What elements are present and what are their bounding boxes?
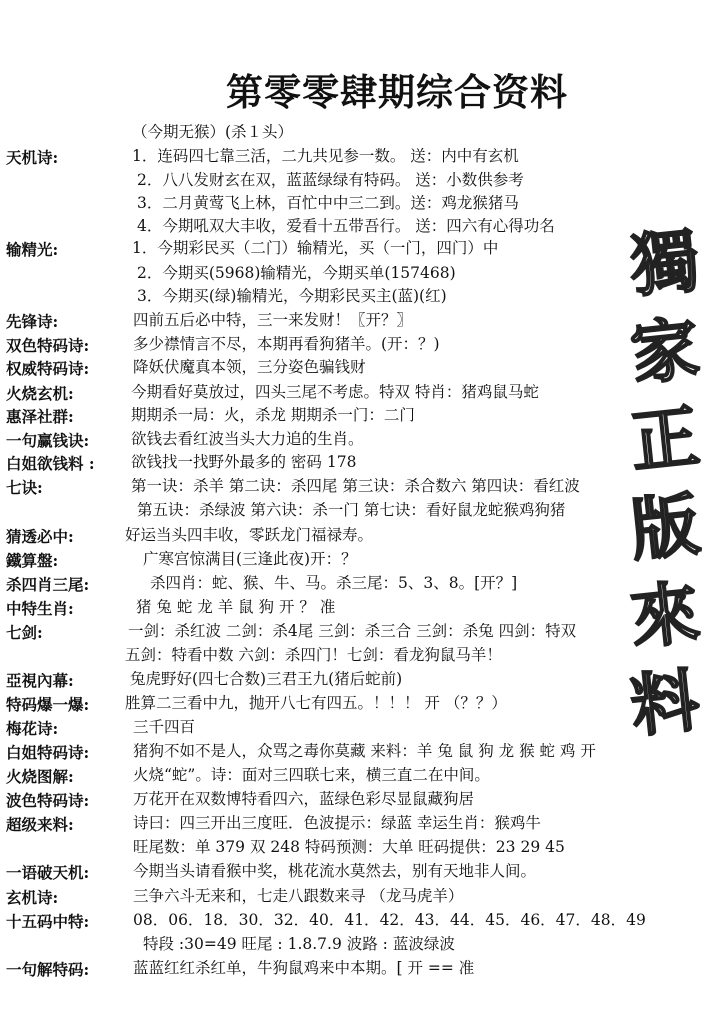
- row-text: 3．今期买(绿)输精光，今期彩民买主(蓝)(红): [137, 287, 447, 305]
- row-label: 十五码中特:: [6, 912, 90, 931]
- row-text: 今期看好莫放过，四头三尾不考虑。特双 特肖：猪鸡鼠马蛇: [131, 383, 539, 401]
- row-text: 2．今期买(5968)输精光，今期买单(157468): [137, 264, 456, 282]
- row-label: 惠泽社群:: [6, 407, 74, 426]
- row-label: 特码爆一爆:: [6, 695, 90, 714]
- row-label: 超级来料:: [6, 815, 74, 834]
- row-text: 2．八八发财玄在双，蓝蓝绿绿有特码。 送：小数供参考: [137, 171, 524, 189]
- stamp-char: 料: [626, 660, 703, 748]
- row-text: 好运当头四丰收，零跃龙门福禄寿。: [125, 526, 374, 544]
- row-label: 输精光:: [6, 240, 59, 259]
- row-text: 第五诀：杀绿波 第六诀：杀一门 第七诀：看好鼠龙蛇猴鸡狗猪: [137, 501, 566, 519]
- row-label: 七剑:: [6, 623, 43, 642]
- row-text: 万花开在双数博特看四六，蓝绿色彩尽显鼠藏狗居: [133, 790, 475, 808]
- row-text: 第一诀：杀羊 第二诀：杀四尾 第三诀：杀合数六 第四诀：看红波: [131, 477, 580, 495]
- row-text: 猪狗不如不是人，众骂之毒你莫藏 来料：羊 兔 鼠 狗 龙 猴 蛇 鸡 开: [133, 742, 596, 760]
- row-label: 亞視內幕:: [6, 671, 74, 690]
- row-text: 多少襟情言不尽，本期再看狗猪羊。(开：？): [133, 335, 440, 353]
- row-text: 08．06．18．30．32．40．41．42．43．44．45．46．47．48．49: [133, 911, 646, 929]
- row-text: 蓝蓝红红杀红单，牛狗鼠鸡来中本期。[ 开 == 准: [133, 959, 475, 977]
- row-label: 杀四肖三尾:: [6, 575, 90, 594]
- row-text: 五剑：特看中数 六剑：杀四门！七剑：看龙狗鼠马羊！: [125, 646, 502, 664]
- row-label: 权威特码诗:: [6, 359, 90, 378]
- row-text: 今期当头请看猴中奖，桃花流水莫然去，别有天地非人间。: [133, 862, 537, 880]
- row-label: 火烧玄机:: [6, 384, 74, 403]
- row-text: 火烧“蛇”。诗：面对三四联七来，横三直二在中间。: [133, 766, 490, 784]
- row-label: 中特生肖:: [6, 599, 74, 618]
- row-label: 天机诗:: [6, 148, 59, 167]
- row-text: 猪 兔 蛇 龙 羊 鼠 狗 开 ？ 准: [136, 598, 336, 616]
- row-label: 一句赢钱诀:: [6, 431, 90, 450]
- row-text: 杀四肖：蛇、猴、牛、马。杀三尾：5、3、8。[开？]: [150, 574, 518, 592]
- row-text: 一剑：杀红波 二剑：杀4尾 三剑：杀三合 三剑：杀兔 四剑：特双: [128, 622, 577, 640]
- subtitle: （今期无猴）(杀１头）: [132, 123, 294, 141]
- row-label: 梅花诗:: [6, 719, 59, 738]
- row-text: 诗曰：四三开出三度旺．色波提示：绿蓝 幸运生肖：猴鸡牛: [133, 814, 541, 832]
- row-label: 猜透必中:: [6, 527, 74, 546]
- stamp-char: 家: [626, 308, 703, 396]
- row-label: 鐵算盤:: [6, 551, 59, 570]
- row-text: 胜算二三看中九，抛开八七有四五。！！！ 开 （？？）: [125, 694, 507, 712]
- row-text: 降妖伏魔真本领，三分姿色骗钱财: [133, 358, 366, 376]
- stamp-char: 版: [626, 484, 703, 572]
- row-label: 玄机诗:: [6, 888, 59, 907]
- row-label: 一句解特码:: [6, 960, 90, 979]
- stamp-char: 來: [626, 572, 703, 660]
- row-label: 七诀:: [6, 478, 43, 497]
- stamp-char: 正: [626, 396, 703, 484]
- row-text: 特段 :30=49 旺尾 : 1.8.7.9 波路 : 蓝波绿波: [143, 935, 455, 953]
- row-label: 先锋诗:: [6, 312, 59, 331]
- row-text: 期期杀一局：火，杀龙 期期杀一门：二门: [131, 406, 415, 424]
- row-text: 1．连码四七靠三活，二九共见参一数。 送：内中有玄机: [132, 147, 519, 165]
- row-text: 广寒宫惊满目(三逢此夜)开：？: [143, 550, 357, 568]
- page-title: 第零零肆期综合资料: [226, 70, 568, 114]
- row-text: 三千四百: [133, 718, 196, 736]
- row-text: 欲钱找一找野外最多的 密码 178: [131, 453, 357, 471]
- row-label: 白姐欲钱料 :: [6, 454, 95, 473]
- row-text: 3．二月黄莺飞上林，百忙中中三二到。送：鸡龙猴猪马: [137, 194, 519, 212]
- stamp-watermark: [620, 220, 710, 760]
- row-label: 波色特码诗:: [6, 791, 90, 810]
- row-text: 兔虎野好(四七合数)三君王九(猪后蛇前): [130, 670, 403, 688]
- row-text: 旺尾数：单 379 双 248 特码预测：大单 旺码提供：23 29 45: [133, 838, 565, 856]
- row-text: 1．今期彩民买（二门）输精光，买（一门，四门）中: [132, 239, 499, 257]
- row-label: 白姐特码诗:: [6, 743, 90, 762]
- stamp-char: 獨: [626, 220, 703, 308]
- row-text: 三争六斗无来和，七走八跟数来寻 （龙马虎羊）: [133, 887, 464, 905]
- row-text: 4．今期吼双大丰收，爱看十五带吾行。 送：四六有心得功名: [137, 217, 555, 235]
- row-label: 火烧图解:: [6, 767, 74, 786]
- row-text: 四前五后必中特，三一来发财！〖开？〗: [133, 311, 413, 329]
- row-label: 一语破天机:: [6, 863, 90, 882]
- row-text: 欲钱去看红波当头大力追的生肖。: [131, 430, 364, 448]
- row-label: 双色特码诗:: [6, 336, 90, 355]
